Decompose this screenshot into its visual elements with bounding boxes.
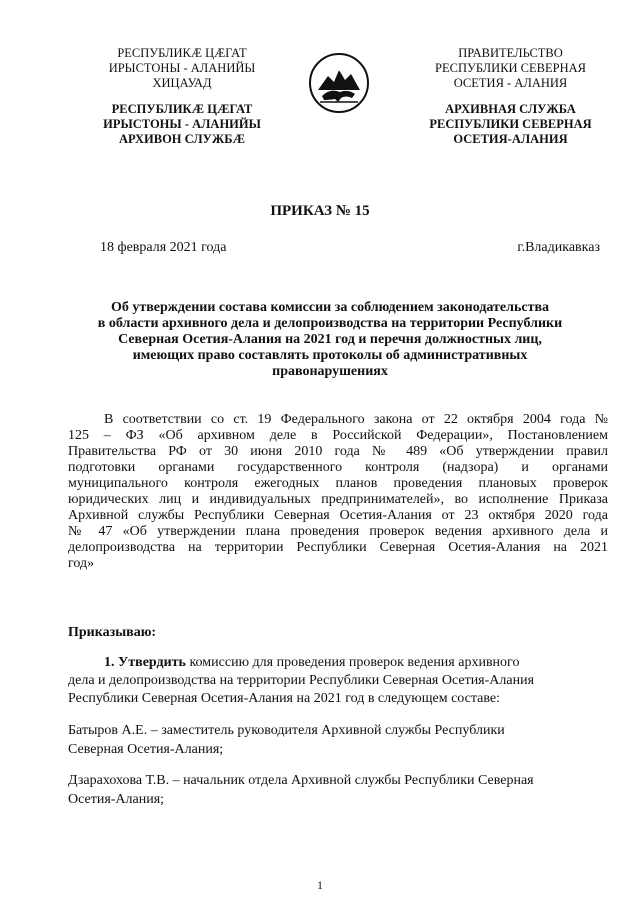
page-number: 1 [317, 878, 323, 892]
subject-line: в области архивного дела и делопроизводства на территории Республики [97, 316, 563, 331]
header-line: ОСЕТИЯ - АЛАНИЯ [453, 76, 568, 90]
government-name-russian [408, 46, 613, 91]
order-subject [60, 300, 600, 380]
commission-member [68, 721, 598, 759]
header-line: РЕСПУБЛИКӔ ЦӔГАТ [117, 46, 247, 60]
header-line: АРХИВНАЯ СЛУЖБА [445, 102, 576, 116]
header-line: ПРАВИТЕЛЬСТВО [458, 46, 563, 60]
preamble-line: 125 – ФЗ «Об архивном деле в Российской Федерации», Постановлением [68, 428, 608, 443]
header-line: ИРЫСТОНЫ - АЛАНИЙЫ [103, 117, 261, 131]
order-date: 18 февраля 2021 года [100, 240, 227, 255]
header-line: РЕСПУБЛИКИ СЕВЕРНАЯ [435, 61, 586, 75]
preamble-line: В соответствии со ст. 19 Федерального закона от 22 октября 2004 года № [104, 412, 608, 427]
item-first-line [68, 654, 588, 672]
member-line: Дзарахохова Т.В. – начальник отдела Архивной службы Республики Северная [68, 773, 534, 788]
preamble-paragraph [68, 412, 608, 572]
item-line: дела и делопроизводства на территории Республики Северная Осетия-Алания [68, 673, 535, 688]
header-line: ХИЦАУАД [152, 76, 212, 90]
preamble-line: год» [68, 556, 95, 571]
subject-line: правонарушениях [272, 364, 388, 379]
government-name-ossetian [82, 46, 282, 91]
item-number: 1. [104, 655, 115, 670]
item-line: Республики Северная Осетия-Алания на 2021 год в следующем составе: [68, 691, 501, 706]
preamble-line: Правительства РФ от 30 июня 2010 года № 489 «Об утверждении правил [68, 444, 608, 459]
subject-line: Об утверждении состава комиссии за соблюдением законодательства [110, 300, 550, 315]
header-line: РЕСПУБЛИКӔ ЦӔГАТ [111, 102, 253, 116]
order-item-1 [68, 654, 588, 708]
commission-member [68, 771, 598, 809]
coat-of-arms-icon [308, 52, 370, 114]
preamble-line: № 47 «Об утверждении плана проведения проверок ведения архивного дела и [68, 524, 608, 539]
service-name-russian [408, 102, 613, 147]
header-line: ИРЫСТОНЫ - АЛАНИЙЫ [108, 61, 256, 75]
member-line: Осетия-Алания; [68, 792, 165, 807]
header-right-russian [408, 46, 613, 147]
header-line: РЕСПУБЛИКИ СЕВЕРНАЯ [429, 117, 592, 131]
order-city: г.Владикавказ [517, 240, 600, 255]
subject-line: имеющих право составлять протоколы об административных [132, 348, 528, 363]
item-text: комиссию для проведения проверок ведения архивного [185, 655, 520, 670]
order-title: ПРИКАЗ № 15 [270, 203, 370, 219]
preamble-line: муниципального контроля ежегодных планов проведения плановых проверок [68, 476, 608, 491]
orders-label: Приказываю: [68, 625, 157, 640]
member-line: Батыров А.Е. – заместитель руководителя Архивной службы Республики [68, 723, 505, 738]
preamble-line: Архивной службы Республики Северная Осетия-Алания от 23 октября 2020 года [68, 508, 608, 523]
member-line: Северная Осетия-Алания; [68, 742, 224, 757]
preamble-line: юридических лиц и индивидуальных предпринимателей», во исполнение Приказа [68, 492, 608, 507]
preamble-line: подготовки органами государственного контроля (надзора) и органами [68, 460, 608, 475]
service-name-ossetian [82, 102, 282, 147]
item-verb: Утвердить [118, 655, 186, 670]
subject-line: Северная Осетия-Алания на 2021 год и перечня должностных лиц, [118, 332, 542, 347]
header-line: ОСЕТИЯ-АЛАНИЯ [453, 132, 568, 146]
preamble-line: делопроизводства на территории Республики Северная Осетия-Алания на 2021 [68, 540, 608, 555]
header-line: АРХИВОН СЛУЖБӔ [119, 132, 245, 146]
header-left-ossetian [82, 46, 282, 147]
